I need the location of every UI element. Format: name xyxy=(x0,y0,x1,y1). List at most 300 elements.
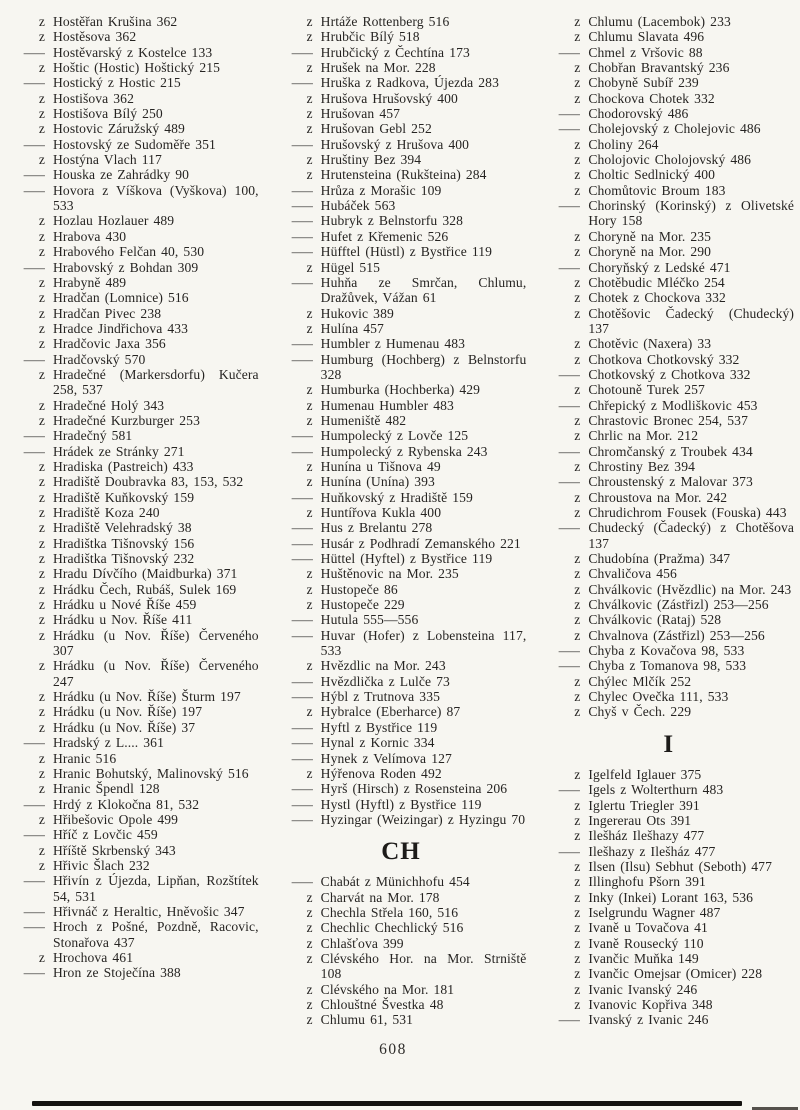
entry-text: Humburka (Hochberka) 429 xyxy=(320,382,481,398)
entry-text: Ivančic Muňka 149 xyxy=(588,950,699,966)
entry-prefix-z: z xyxy=(38,29,45,45)
index-entry xyxy=(276,14,527,29)
entry-text: Hýbl z Trutnova 335 xyxy=(320,689,440,705)
entry-text: Hrušek na Mor. 228 xyxy=(320,60,436,76)
index-entry xyxy=(8,536,259,551)
entry-text: Hutula 555—556 xyxy=(320,612,419,628)
index-entry xyxy=(8,336,259,351)
index-entry xyxy=(276,520,527,535)
entry-prefix-z: z xyxy=(574,136,581,152)
index-entry xyxy=(8,582,259,597)
index-entry xyxy=(8,474,259,489)
entry-text: Chvaličova 456 xyxy=(588,566,677,582)
entry-text: Hradečný 581 xyxy=(53,428,133,444)
index-entry xyxy=(8,398,259,413)
entry-text: Charvát na Mor. 178 xyxy=(320,889,440,905)
entry-text: Hřibešovic Opole 499 xyxy=(53,811,179,827)
entry-text: Huňkovský z Hradiště 159 xyxy=(320,489,473,505)
entry-prefix-z: z xyxy=(38,228,45,244)
entry-text: Chodorovský 486 xyxy=(588,106,689,122)
index-entry xyxy=(543,367,794,382)
index-entry xyxy=(276,766,527,781)
index-entry xyxy=(8,689,259,704)
entry-text: Hradský z L.... 361 xyxy=(53,735,164,751)
index-entry xyxy=(276,982,527,997)
entry-text: Hrůza z Morašic 109 xyxy=(320,182,442,198)
index-column-3 xyxy=(543,14,794,1028)
entry-prefix-dash: — xyxy=(291,874,313,890)
entry-text: Igels z Wolterthurn 483 xyxy=(588,782,724,798)
index-entry xyxy=(276,444,527,459)
entry-prefix-dash: — xyxy=(559,259,581,275)
index-entry xyxy=(276,490,527,505)
entry-text: Hradčovic Jaxa 356 xyxy=(53,336,166,352)
entry-text: Hvězdlic na Mor. 243 xyxy=(320,658,446,674)
index-entry xyxy=(543,566,794,581)
entry-text: Hrabového Felčan 40, 530 xyxy=(53,244,205,260)
entry-prefix-z: z xyxy=(574,828,581,844)
entry-prefix-z: z xyxy=(306,889,313,905)
entry-text: Chrlic na Mor. 212 xyxy=(588,428,699,444)
index-entry xyxy=(8,505,259,520)
entry-text: Hrádku (u Nov. Říše) Červeného 247 xyxy=(53,658,259,689)
entry-prefix-z: z xyxy=(574,351,581,367)
entry-text: Inky (Inkei) Lorant 163, 536 xyxy=(588,889,754,905)
entry-text: Chobřan Bravantský 236 xyxy=(588,60,730,76)
entry-prefix-dash: — xyxy=(559,1012,581,1028)
entry-prefix-z: z xyxy=(38,581,45,597)
entry-text: Chýlec Mlčík 252 xyxy=(588,673,692,689)
entry-text: Hvězdlička z Lulče 73 xyxy=(320,673,450,689)
index-entry xyxy=(543,275,794,290)
entry-text: Houska ze Zahrádky 90 xyxy=(53,167,190,183)
index-entry xyxy=(276,152,527,167)
entry-prefix-z: z xyxy=(38,535,45,551)
entry-prefix-dash: — xyxy=(291,719,313,735)
index-entry xyxy=(543,951,794,966)
entry-text: Hřivín z Újezda, Lipňan, Rozštítek 54, 531 xyxy=(53,873,259,904)
index-entry xyxy=(543,813,794,828)
entry-prefix-z: z xyxy=(574,981,581,997)
entry-prefix-dash: — xyxy=(291,428,313,444)
index-entry xyxy=(543,29,794,44)
index-entry xyxy=(543,828,794,843)
entry-prefix-z: z xyxy=(38,274,45,290)
entry-prefix-z: z xyxy=(574,244,581,260)
entry-text: Hrádku Čech, Rubáš, Sulek 169 xyxy=(53,581,237,597)
entry-text: Hřivic Šlach 232 xyxy=(53,857,150,873)
entry-prefix-z: z xyxy=(306,259,313,275)
index-entry xyxy=(543,582,794,597)
index-entry xyxy=(543,413,794,428)
entry-text: Hrádku (u Nov. Říše) 197 xyxy=(53,704,203,720)
entry-text: Chotěbudic Mléčko 254 xyxy=(588,274,725,290)
entry-prefix-z: z xyxy=(306,1012,313,1028)
entry-text: Hynal z Kornic 334 xyxy=(320,735,435,751)
entry-text: Hunína u Tišnova 49 xyxy=(320,458,441,474)
entry-text: Hostovský ze Sudoměře 351 xyxy=(53,136,216,152)
index-entry xyxy=(276,398,527,413)
entry-prefix-z: z xyxy=(306,566,313,582)
entry-text: Hovora z Víškova (Vyškova) 100, 533 xyxy=(53,182,259,214)
entry-text: Cholejovský z Cholejovic 486 xyxy=(588,121,761,137)
index-entry xyxy=(276,997,527,1012)
entry-text: Hozlau Hozlauer 489 xyxy=(53,213,175,229)
entry-text: Choryně na Mor. 290 xyxy=(588,244,712,260)
entry-prefix-z: z xyxy=(38,213,45,229)
entry-text: Hrušovan Gebl 252 xyxy=(320,121,432,137)
index-entry xyxy=(8,29,259,44)
index-entry xyxy=(276,183,527,198)
index-entry xyxy=(276,45,527,60)
index-entry xyxy=(276,29,527,44)
entry-text: Huhňa ze Smrčan, Chlumu, Dražůvek, Vážan 61 xyxy=(320,274,527,306)
entry-text: Hystl (Hyftl) z Bystřice 119 xyxy=(320,796,482,812)
entry-prefix-z: z xyxy=(574,581,581,597)
index-entry xyxy=(543,336,794,351)
entry-text: Hradu Dívčího (Maidburka) 371 xyxy=(53,566,238,582)
entry-text: Hradiska (Pastreich) 433 xyxy=(53,458,194,474)
entry-prefix-z: z xyxy=(38,612,45,628)
index-entry xyxy=(276,275,527,306)
entry-text: Humeniště 482 xyxy=(320,412,407,428)
entry-text: Hranic Špendl 128 xyxy=(53,781,160,797)
index-entry xyxy=(543,782,794,797)
index-entry xyxy=(276,582,527,597)
entry-text: Hrádku u Nov. Říše 411 xyxy=(53,612,193,628)
entry-prefix-dash: — xyxy=(559,643,581,659)
index-entry xyxy=(8,704,259,719)
entry-prefix-z: z xyxy=(306,597,313,613)
index-entry xyxy=(8,904,259,919)
entry-text: Chyba z Kovačova 98, 533 xyxy=(588,643,745,659)
entry-text: Hrabova 430 xyxy=(53,228,127,244)
entry-text: Hyftl z Bystřice 119 xyxy=(320,719,438,735)
entry-text: Hradčovský 570 xyxy=(53,351,146,367)
index-entry xyxy=(8,751,259,766)
entry-text: Hrušova Hrušovský 400 xyxy=(320,90,458,106)
entry-prefix-z: z xyxy=(38,658,45,674)
index-entry xyxy=(8,321,259,336)
index-entry xyxy=(8,183,259,214)
entry-text: Chválkovic (Zástřizl) 253—256 xyxy=(588,597,769,613)
index-entry xyxy=(543,597,794,612)
entry-prefix-z: z xyxy=(38,704,45,720)
index-entry xyxy=(276,260,527,275)
entry-prefix-z: z xyxy=(306,90,313,106)
entry-text: Hügel 515 xyxy=(320,259,381,275)
entry-prefix-z: z xyxy=(306,305,313,321)
entry-text: Hroch z Pošné, Pozdně, Racovic, Stonařova 437 xyxy=(53,919,259,950)
entry-prefix-z: z xyxy=(574,90,581,106)
entry-text: Ivaně u Tovačova 41 xyxy=(588,920,708,936)
entry-text: Hříště Skrbenský 343 xyxy=(53,842,176,858)
entry-text: Ilsen (Ilsu) Sebhut (Seboth) 477 xyxy=(588,858,772,874)
entry-prefix-dash: — xyxy=(559,44,581,60)
entry-prefix-dash: — xyxy=(23,259,45,275)
entry-prefix-z: z xyxy=(306,950,313,966)
entry-prefix-dash: — xyxy=(559,658,581,674)
entry-text: Hrtáže Rottenberg 516 xyxy=(320,14,450,29)
index-entry xyxy=(276,428,527,443)
entry-text: Chroustenský z Malovar 373 xyxy=(588,474,753,490)
index-entry xyxy=(276,674,527,689)
entry-prefix-z: z xyxy=(574,505,581,520)
entry-text: Hýřenova Roden 492 xyxy=(320,765,442,781)
entry-text: Humpolecký z Lovče 125 xyxy=(320,428,469,444)
index-entry xyxy=(8,520,259,535)
entry-prefix-z: z xyxy=(38,597,45,613)
index-entry xyxy=(8,45,259,60)
entry-text: Chromčanský z Troubek 434 xyxy=(588,443,753,459)
entry-text: Ivančic Omejsar (Omicer) 228 xyxy=(588,966,763,982)
entry-prefix-z: z xyxy=(574,673,581,689)
entry-text: Hostýna Vlach 117 xyxy=(53,152,162,168)
entry-prefix-z: z xyxy=(38,566,45,582)
entry-text: Chválkovic (Rataj) 528 xyxy=(588,612,722,628)
entry-prefix-z: z xyxy=(38,627,45,643)
index-entry xyxy=(543,45,794,60)
index-entry xyxy=(543,229,794,244)
entry-prefix-z: z xyxy=(38,520,45,536)
entry-prefix-z: z xyxy=(306,981,313,997)
entry-prefix-dash: — xyxy=(291,811,313,827)
entry-prefix-z: z xyxy=(38,458,45,474)
entry-text: Hranic Bohutský, Malinovský 516 xyxy=(53,765,249,781)
index-entry xyxy=(8,444,259,459)
entry-prefix-dash: — xyxy=(291,535,313,551)
index-entry xyxy=(8,797,259,812)
entry-prefix-z: z xyxy=(306,474,313,490)
index-entry xyxy=(276,336,527,351)
entry-text: Hus z Brelantu 278 xyxy=(320,520,433,536)
entry-prefix-z: z xyxy=(306,106,313,122)
index-entry xyxy=(543,905,794,920)
index-entry xyxy=(8,14,259,29)
entry-text: Hubryk z Belnstorfu 328 xyxy=(320,213,464,229)
entry-text: Hoštic (Hostic) Hoštický 215 xyxy=(53,60,221,76)
entry-prefix-dash: — xyxy=(23,136,45,152)
entry-prefix-dash: — xyxy=(559,474,581,490)
entry-prefix-z: z xyxy=(306,29,313,45)
entry-prefix-z: z xyxy=(574,428,581,444)
index-columns xyxy=(8,14,794,1028)
index-entry xyxy=(8,919,259,950)
entry-text: Hostišova Bílý 250 xyxy=(53,106,163,122)
entry-prefix-z: z xyxy=(574,489,581,505)
index-entry xyxy=(543,798,794,813)
entry-text: Hostovic Záružský 489 xyxy=(53,121,185,137)
index-entry xyxy=(543,643,794,658)
entry-prefix-z: z xyxy=(574,627,581,643)
index-entry xyxy=(543,382,794,397)
entry-prefix-z: z xyxy=(574,290,581,306)
entry-text: Hradiště Koza 240 xyxy=(53,505,160,520)
index-entry xyxy=(543,612,794,627)
entry-text: Chudecký (Čadecký) z Chotěšova 137 xyxy=(588,520,795,551)
index-entry xyxy=(276,920,527,935)
entry-prefix-z: z xyxy=(306,505,313,520)
entry-prefix-dash: — xyxy=(559,106,581,122)
index-entry xyxy=(276,597,527,612)
entry-prefix-dash: — xyxy=(291,443,313,459)
entry-text: Hostišova 362 xyxy=(53,90,134,106)
entry-text: Hrádku u Nové Říše 459 xyxy=(53,597,197,613)
index-entry xyxy=(8,965,259,980)
entry-prefix-z: z xyxy=(306,152,313,168)
entry-prefix-z: z xyxy=(574,566,581,582)
entry-text: Ivaně Rousecký 110 xyxy=(588,935,704,951)
entry-prefix-z: z xyxy=(574,75,581,91)
entry-text: Hostěvarský z Kostelce 133 xyxy=(53,44,213,60)
entry-text: Humbler z Humenau 483 xyxy=(320,336,466,352)
index-entry xyxy=(276,121,527,136)
entry-text: Hradečné Holý 343 xyxy=(53,397,165,413)
index-entry xyxy=(276,244,527,259)
index-entry xyxy=(8,459,259,474)
index-entry xyxy=(276,229,527,244)
entry-prefix-dash: — xyxy=(23,182,45,198)
entry-text: Hradčan Pivec 238 xyxy=(53,305,162,321)
entry-prefix-z: z xyxy=(574,305,581,321)
entry-text: Hrubčic Bílý 518 xyxy=(320,29,420,45)
entry-prefix-z: z xyxy=(38,60,45,76)
index-entry xyxy=(543,91,794,106)
entry-prefix-dash: — xyxy=(23,75,45,91)
entry-prefix-z: z xyxy=(38,152,45,168)
entry-text: Ingererau Ots 391 xyxy=(588,812,692,828)
entry-prefix-z: z xyxy=(38,90,45,106)
index-entry xyxy=(8,106,259,121)
entry-text: Chechlic Chechlický 516 xyxy=(320,920,464,936)
index-entry xyxy=(8,306,259,321)
index-entry xyxy=(543,505,794,520)
index-entry xyxy=(543,60,794,75)
entry-text: Hradečné Kurzburger 253 xyxy=(53,412,200,428)
index-column-2 xyxy=(276,14,527,1028)
entry-text: Hrádku (u Nov. Říše) Šturm 197 xyxy=(53,689,241,705)
index-entry xyxy=(8,260,259,275)
entry-text: Chomůtovic Broum 183 xyxy=(588,182,726,198)
entry-text: Hrádek ze Stránky 271 xyxy=(53,443,185,459)
index-entry xyxy=(8,612,259,627)
entry-prefix-dash: — xyxy=(291,136,313,152)
entry-text: Ivanic Ivanský 246 xyxy=(588,981,698,997)
entry-text: Iselgrundu Wagner 487 xyxy=(588,904,721,920)
entry-text: Choliny 264 xyxy=(588,136,659,152)
entry-prefix-dash: — xyxy=(291,627,313,643)
index-entry xyxy=(276,106,527,121)
entry-text: Chřepický z Modliškovic 453 xyxy=(588,397,758,413)
index-entry xyxy=(8,121,259,136)
entry-text: Hřivnáč z Heraltic, Hněvošic 347 xyxy=(53,903,245,919)
scan-edge-artifact xyxy=(32,1101,742,1106)
entry-text: Hrubčický z Čechtína 173 xyxy=(320,44,470,60)
entry-text: Huvar (Hofer) z Lobensteina 117, 533 xyxy=(320,627,527,659)
entry-prefix-z: z xyxy=(38,106,45,122)
entry-text: Chotek z Chockova 332 xyxy=(588,290,726,306)
index-entry xyxy=(276,812,527,827)
entry-prefix-z: z xyxy=(38,949,45,965)
entry-text: Chlumu Slavata 496 xyxy=(588,29,705,45)
entry-prefix-z: z xyxy=(38,121,45,137)
index-column-1 xyxy=(8,14,259,981)
entry-prefix-z: z xyxy=(38,811,45,827)
index-entry xyxy=(276,352,527,383)
entry-prefix-z: z xyxy=(574,935,581,951)
entry-text: Ilešhazy z Ilešház 477 xyxy=(588,843,716,859)
entry-text: Hron ze Stoječína 388 xyxy=(53,965,181,981)
entry-prefix-z: z xyxy=(306,397,313,413)
index-entry xyxy=(8,766,259,781)
entry-prefix-z: z xyxy=(574,704,581,720)
entry-text: Hradečné (Markersdorfu) Kučera 258, 537 xyxy=(53,366,259,398)
entry-prefix-z: z xyxy=(38,244,45,260)
index-entry xyxy=(543,704,794,719)
entry-prefix-dash: — xyxy=(291,274,313,290)
index-entry xyxy=(543,428,794,443)
index-entry xyxy=(543,459,794,474)
entry-text: Hradce Jindřichova 433 xyxy=(53,320,189,336)
entry-prefix-z: z xyxy=(574,689,581,705)
index-entry xyxy=(8,658,259,689)
entry-prefix-dash: — xyxy=(559,121,581,137)
entry-text: Chmel z Vršovic 88 xyxy=(588,44,703,60)
index-entry xyxy=(276,874,527,889)
index-entry xyxy=(543,137,794,152)
entry-text: Chechla Střela 160, 516 xyxy=(320,904,459,920)
index-entry xyxy=(543,290,794,305)
entry-text: Chabát z Münichhofu 454 xyxy=(320,874,470,890)
entry-text: Clévského na Mor. 181 xyxy=(320,981,455,997)
index-entry xyxy=(8,137,259,152)
entry-prefix-z: z xyxy=(306,704,313,720)
entry-text: Hüttel (Hyftel) z Bystřice 119 xyxy=(320,551,493,567)
entry-prefix-dash: — xyxy=(291,612,313,628)
entry-prefix-z: z xyxy=(38,366,45,382)
entry-prefix-z: z xyxy=(38,489,45,505)
entry-text: Hunína (Unína) 393 xyxy=(320,474,435,490)
index-entry xyxy=(543,982,794,997)
index-entry xyxy=(543,966,794,981)
index-entry xyxy=(276,704,527,719)
index-entry xyxy=(543,674,794,689)
index-entry xyxy=(276,474,527,489)
entry-prefix-dash: — xyxy=(291,182,313,198)
entry-prefix-dash: — xyxy=(291,244,313,260)
entry-prefix-z: z xyxy=(38,750,45,766)
entry-prefix-z: z xyxy=(306,920,313,936)
entry-prefix-z: z xyxy=(38,505,45,520)
entry-prefix-z: z xyxy=(574,858,581,874)
entry-prefix-z: z xyxy=(574,766,581,782)
entry-prefix-dash: — xyxy=(291,520,313,536)
entry-prefix-z: z xyxy=(574,920,581,936)
index-entry xyxy=(8,827,259,842)
index-entry xyxy=(543,767,794,782)
entry-text: Hüfftel (Hüstl) z Bystřice 119 xyxy=(320,244,493,260)
entry-text: Hrabovský z Bohdan 309 xyxy=(53,259,199,275)
index-entry xyxy=(8,367,259,398)
entry-text: Hruška z Radkova, Újezda 283 xyxy=(320,75,499,91)
entry-text: Hradištka Tišnovský 156 xyxy=(53,535,195,551)
entry-text: Chlumu 61, 531 xyxy=(320,1012,414,1028)
index-entry xyxy=(276,658,527,673)
entry-prefix-z: z xyxy=(38,781,45,797)
index-entry xyxy=(276,198,527,213)
section-header-i: I xyxy=(663,730,675,758)
entry-prefix-z: z xyxy=(574,14,581,29)
